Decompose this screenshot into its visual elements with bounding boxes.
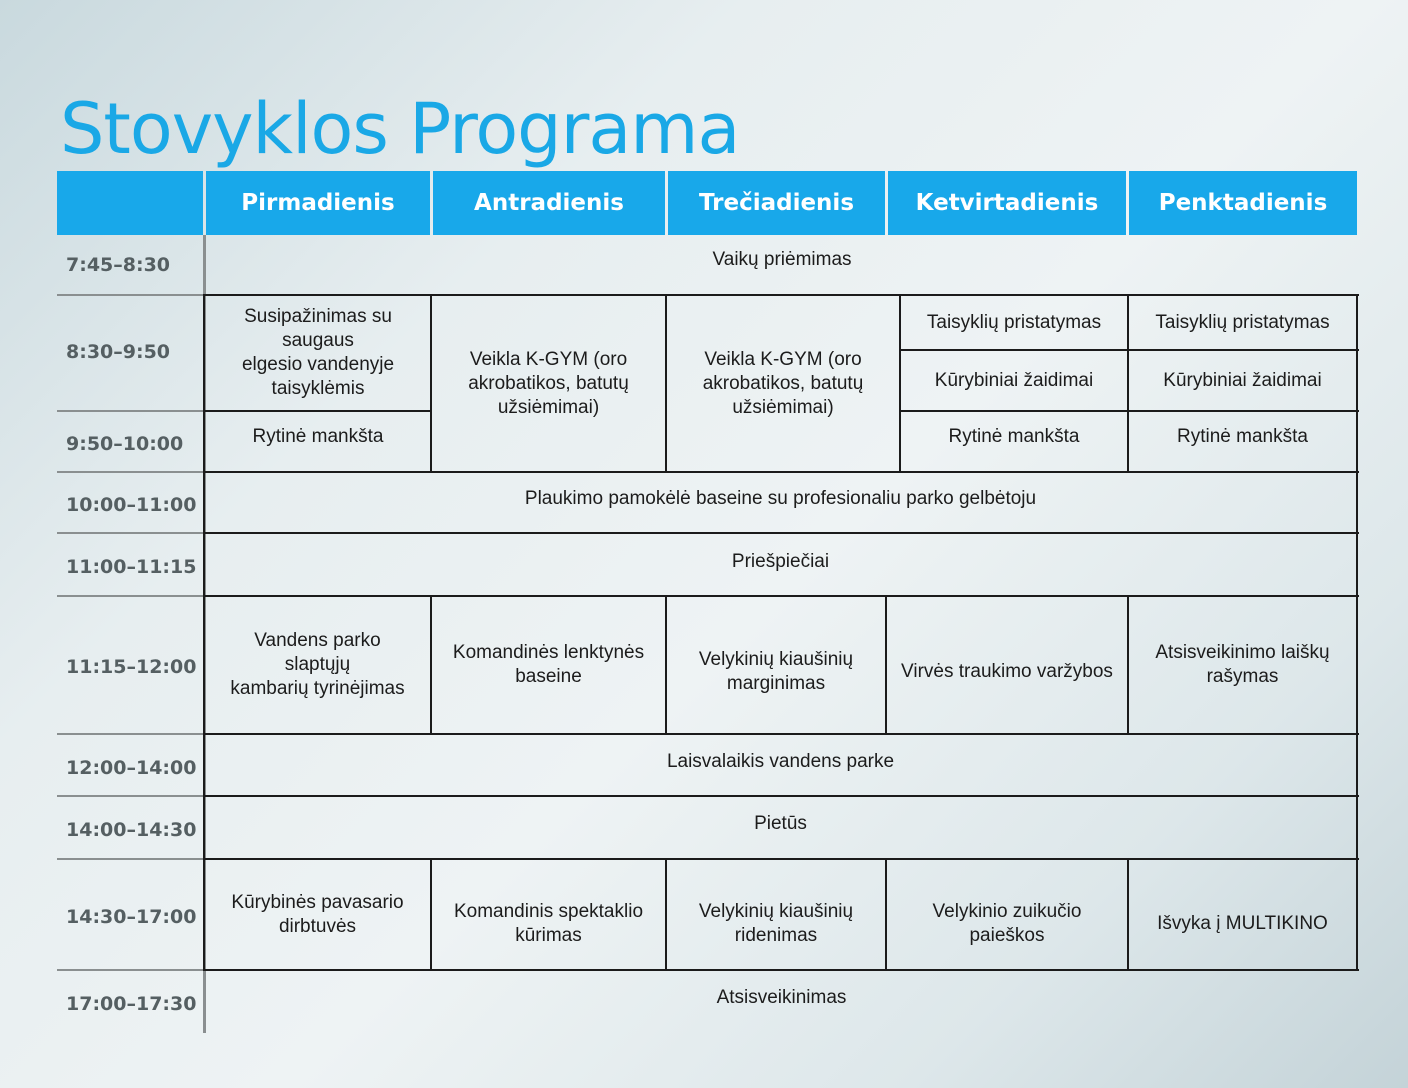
time-label: 14:30–17:00: [66, 906, 197, 928]
row-divider: [57, 858, 204, 860]
activity-cell: Atsisveikinimas: [716, 987, 847, 1008]
header-day-wednesday: Trečiadienis: [668, 171, 885, 235]
activity-cell: Virvės traukimo varžybos: [901, 661, 1113, 682]
row-divider: [57, 471, 204, 473]
activity-cell: Taisyklių pristatymas: [1155, 311, 1330, 333]
activity-cell: Vandens parko slaptųjų kambarių tyrinėjimas: [230, 630, 405, 699]
header-day-tuesday: Antradienis: [433, 171, 665, 235]
grid-line: [1356, 294, 1358, 971]
activity-cell: Pietūs: [754, 813, 807, 834]
row-divider: [57, 733, 204, 735]
activity-cell: Velykinio zuikučio paieškos: [932, 900, 1082, 946]
time-label: 17:00–17:30: [66, 993, 197, 1015]
activity-cell: Laisvalaikis vandens parke: [666, 751, 895, 772]
activity-cell: Rytinė mankšta: [252, 426, 384, 447]
activity-cell: Velykinių kiaušinių marginimas: [698, 649, 854, 694]
header-day-monday: Pirmadienis: [206, 171, 430, 235]
activity-cell: Rytinė mankšta: [1177, 426, 1308, 447]
activity-cell: Atsisveikinimo laiškų rašymas: [1155, 642, 1330, 687]
time-label: 11:15–12:00: [66, 656, 197, 678]
activity-cell: Kūrybinės pavasario dirbtuvės: [231, 891, 404, 937]
header-corner: [57, 171, 203, 235]
header-day-thursday: Ketvirtadienis: [888, 171, 1126, 235]
time-label: 11:00–11:15: [66, 556, 197, 578]
activity-cell: Plaukimo pamokėlė baseine su profesionaliu parko gelbėtoju: [524, 488, 1037, 509]
header-day-friday: Penktadienis: [1129, 171, 1357, 235]
activity-cell: Komandinės lenktynės baseine: [452, 642, 645, 687]
activity-cell: Priešpiečiai: [731, 550, 830, 572]
time-label: 8:30–9:50: [66, 341, 171, 363]
row-divider: [57, 595, 204, 597]
activity-cell: Kūrybiniai žaidimai: [1163, 369, 1322, 391]
activity-cell: Komandinis spektaklio kūrimas: [453, 900, 644, 946]
activity-cell: Susipažinimas su saugaus elgesio vandenyje taisyklėmis: [241, 306, 395, 399]
time-label: 10:00–11:00: [66, 494, 197, 516]
row-divider: [57, 532, 204, 534]
activity-cell: Rytinė mankšta: [948, 426, 1080, 447]
row-divider: [57, 410, 204, 412]
activity-cell: Kūrybiniai žaidimai: [934, 369, 1094, 391]
time-label: 7:45–8:30: [66, 254, 171, 276]
row-divider: [57, 795, 204, 797]
activity-cell: Taisyklių pristatymas: [926, 311, 1102, 333]
row-divider: [57, 294, 204, 296]
row-divider: [57, 969, 204, 971]
activity-cell: Velykinių kiaušinių ridenimas: [698, 900, 854, 946]
time-label: 9:50–10:00: [66, 433, 184, 455]
time-label: 12:00–14:00: [66, 757, 197, 779]
activity-cell: Veikla K-GYM (oro akrobatikos, batutų užsiėmimai): [702, 348, 864, 418]
activity-cell: Vaikų priėmimas: [712, 249, 852, 270]
activity-cell: Išvyka į MULTIKINO: [1157, 912, 1328, 934]
activity-cell: Veikla K-GYM (oro akrobatikos, batutų užsiėmimai): [468, 348, 629, 418]
time-label: 14:00–14:30: [66, 819, 197, 841]
page-title: Stovyklos Programa: [60, 88, 740, 170]
